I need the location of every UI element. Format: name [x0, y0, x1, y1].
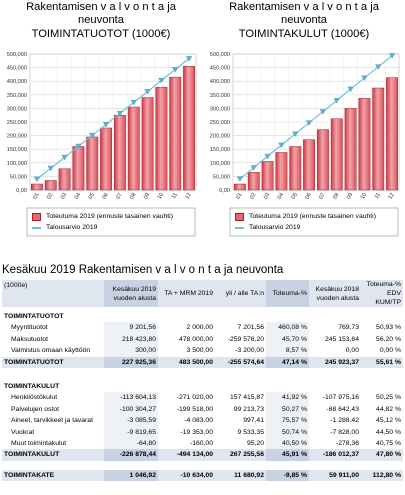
table-cell: [104, 307, 158, 322]
bar-10: [359, 98, 370, 190]
table-cell: 9 533,35: [237, 428, 264, 436]
chart-title-line-1: Rakentamisen v a l v o n t a ja: [229, 1, 379, 13]
chart-title: [203, 1, 405, 41]
bar-12: [386, 78, 397, 190]
table-row-spacer: [2, 368, 403, 377]
table-cell: 50,25 %: [376, 394, 401, 402]
table-cell: 41,92 %: [266, 392, 309, 403]
table-row-sub: [2, 415, 403, 426]
table-cell: 9 201,56: [104, 322, 158, 333]
bar-09: [142, 98, 153, 190]
x-tick-label: 02: [249, 192, 258, 201]
table-row-sub: [2, 322, 403, 333]
x-tick-label: 03: [263, 192, 272, 201]
chart-legend: [235, 211, 376, 233]
table-cell: -9 819,65: [104, 427, 158, 438]
table-row-sub: [2, 345, 403, 356]
x-tick-label: 12: [387, 192, 396, 201]
y-tick-label: 100,000: [6, 160, 27, 167]
table-cell: 227 925,36: [104, 357, 158, 368]
table-cell: [309, 368, 361, 377]
table-cell: 0,00 %: [379, 347, 401, 355]
row-label: TOIMINTAKULUT: [4, 383, 60, 391]
x-tick-label: 01: [32, 192, 41, 201]
bar-06: [100, 128, 111, 190]
table-cell: 45,70 %: [266, 334, 309, 345]
chart-title: [0, 1, 202, 41]
bar-05: [87, 137, 98, 190]
table-cell: -64,80: [104, 438, 158, 449]
table-cell: 1 046,92: [104, 470, 158, 481]
y-tick-label: 450,000: [6, 65, 27, 72]
bar-01: [234, 184, 245, 190]
table-cell: -186 012,37: [309, 449, 361, 460]
table-cell: [215, 377, 266, 392]
table-cell: -1 288,42: [330, 417, 359, 425]
table-cell: 50,93 %: [376, 324, 401, 332]
table-cell: -100 304,27: [104, 404, 158, 415]
table-row-sub: [2, 392, 403, 403]
table-cell: 44,50 %: [376, 428, 401, 436]
legend-swatch-line: [235, 227, 244, 229]
bar-02: [248, 172, 259, 190]
table-cell: -259 576,20: [227, 335, 264, 343]
row-label: Vuokrat: [11, 428, 35, 436]
table-cell: 300,00: [104, 345, 158, 356]
chart-title-line-3: TOIMINTAKULUT (1000€): [238, 27, 370, 40]
table-cell: 45,12 %: [376, 417, 401, 425]
legend-label: Toteutuma 2019 (ennuste tasainen vauhti): [46, 213, 173, 220]
bar-11: [373, 88, 384, 190]
column-header: Kesäkuu 2018 vuoden alusta: [309, 280, 361, 307]
x-tick-label: 10: [156, 192, 166, 201]
table-cell: -3 085,59: [104, 415, 158, 426]
bar-09: [345, 108, 356, 190]
y-tick-label: 350,000: [209, 92, 230, 99]
table-cell: 56,20 %: [376, 335, 401, 343]
y-tick-label: 350,000: [6, 92, 27, 99]
table-cell: [361, 377, 403, 392]
table-cell: 0,00: [345, 347, 359, 355]
table-row-sub: [2, 404, 403, 415]
x-tick-label: 05: [87, 192, 96, 201]
table-cell: -9,85 %: [266, 470, 309, 481]
bar-05: [290, 146, 301, 190]
table-cell: 112,80 %: [361, 470, 403, 481]
table-cell: 245 923,37: [309, 357, 361, 368]
y-tick-label: 200,000: [209, 133, 230, 140]
table-cell: 245 153,64: [324, 335, 359, 343]
bar-08: [331, 119, 342, 190]
table-cell: [309, 377, 361, 392]
table-cell: 769,73: [338, 324, 359, 332]
bar-03: [59, 169, 70, 190]
row-label: Myyntituotot: [11, 324, 48, 332]
table-row-total: [2, 357, 403, 368]
legend-item-talousarvio: [32, 222, 173, 233]
table-row-section: [2, 377, 403, 392]
table-cell: 55,61 %: [361, 357, 403, 368]
table-cell: 47,80 %: [361, 449, 403, 460]
table-cell: 44,82 %: [376, 405, 401, 413]
x-tick-label: 08: [332, 192, 341, 201]
x-tick-label: 04: [276, 192, 286, 201]
row-label: Palvelujen ostot: [11, 405, 59, 413]
legend-item-toteutuma: [32, 211, 173, 222]
table-cell: 7 201,56: [237, 324, 264, 332]
bar-11: [170, 77, 181, 190]
table-cell: 483 500,00: [158, 357, 215, 368]
table-cell: -10 634,00: [158, 470, 215, 481]
table-row-total: [2, 470, 403, 481]
report-table-wrapper: [2, 280, 403, 481]
row-label: TOIMINTAKATE: [2, 470, 104, 481]
y-tick-label: 250,000: [209, 120, 230, 126]
legend-swatch-bar: [32, 213, 41, 221]
y-tick-label: 400,000: [6, 79, 27, 86]
row-label: Henkilöstökulut: [11, 394, 58, 402]
table-cell: -107 975,16: [322, 394, 359, 402]
column-header: yli / alle TA:n: [215, 280, 266, 307]
table-cell: [266, 368, 309, 377]
bar-01: [31, 184, 42, 190]
table-cell: 75,57 %: [266, 415, 309, 426]
column-header: Kesäkuu 2019 vuoden alusta: [104, 280, 158, 307]
table-cell: [158, 461, 215, 470]
table-cell: [361, 368, 403, 377]
table-cell: [361, 307, 403, 322]
bar-02: [45, 180, 56, 190]
x-tick-label: 02: [46, 192, 55, 201]
x-tick-label: 10: [359, 192, 369, 201]
y-tick-label: 50,000: [9, 174, 27, 181]
table-row-sub: [2, 334, 403, 345]
table-cell: [266, 307, 309, 322]
table-cell: -68 642,43: [326, 405, 359, 413]
table-cell: 40,75 %: [376, 440, 401, 448]
x-tick-label: 01: [235, 192, 244, 201]
table-cell: 157 415,87: [229, 394, 264, 402]
legend-item-talousarvio: [235, 222, 376, 233]
column-header: (1000e): [2, 280, 104, 307]
table-cell: -278,36: [335, 440, 359, 448]
chart-title-line-3: TOIMINTATUOTOT (1000€): [31, 27, 171, 40]
row-label: [2, 368, 104, 377]
table-cell: -3 200,00: [235, 347, 264, 355]
table-cell: -494 134,00: [158, 449, 215, 460]
table-cell: [104, 461, 158, 470]
table-cell: [215, 368, 266, 377]
table-cell: [104, 368, 158, 377]
table-cell: 478 000,00: [178, 335, 213, 343]
x-tick-label: 06: [101, 192, 110, 201]
chart-title-line-2: neuvonta: [280, 14, 328, 27]
table-cell: [104, 377, 158, 392]
table-cell: 95,20: [246, 440, 264, 448]
table-cell: [266, 377, 309, 392]
column-header: TA + MRM 2019: [158, 280, 215, 307]
column-header: Toteuma-% EDV KUM/TP: [361, 280, 403, 307]
table-cell: [158, 307, 215, 322]
bar-08: [128, 107, 139, 190]
table-cell: 47,14 %: [266, 357, 309, 368]
table-cell: 2 000,00: [186, 324, 213, 332]
bar-12: [183, 66, 194, 190]
y-tick-label: 450,000: [209, 65, 230, 72]
x-tick-label: 09: [346, 192, 355, 201]
table-cell: [158, 377, 215, 392]
y-tick-label: 300,000: [6, 106, 27, 113]
row-label: TOIMINTAKULUT: [2, 449, 104, 460]
bar-04: [73, 146, 84, 190]
x-tick-label: 07: [318, 192, 327, 201]
x-tick-label: 05: [290, 192, 299, 201]
column-header: Toteuma-%: [266, 280, 309, 307]
y-tick-label: 150,000: [209, 147, 230, 154]
bar-03: [262, 161, 273, 190]
chart-panel-tuotot: [0, 0, 202, 250]
chart-legend: [32, 211, 173, 233]
y-tick-label: 300,000: [209, 106, 230, 113]
table-cell: [309, 307, 361, 322]
x-tick-label: 12: [184, 192, 193, 201]
table-cell: [215, 307, 266, 322]
report-body: [2, 280, 403, 481]
y-tick-label: 50,000: [212, 174, 230, 181]
x-tick-label: 04: [73, 192, 83, 201]
y-tick-label: 200,000: [6, 133, 27, 140]
bar-06: [303, 140, 314, 190]
y-tick-label: 500,000: [6, 52, 27, 58]
chart-title-line-2: neuvonta: [77, 14, 125, 27]
x-tick-label: 11: [373, 192, 382, 201]
table-cell: 8,57 %: [266, 345, 309, 356]
table-cell: [215, 461, 266, 470]
table-cell: -226 878,44: [104, 449, 158, 460]
table-cell: 218 423,80: [104, 334, 158, 345]
table-cell: -113 604,13: [104, 392, 158, 403]
table-cell: 99 213,73: [233, 405, 264, 413]
chart-title-line-1: Rakentamisen v a l v o n t a ja: [26, 1, 176, 13]
row-label: Maksutuotot: [11, 335, 49, 343]
table-row-section: [2, 307, 403, 322]
y-tick-label: 0,00: [219, 188, 230, 194]
table-cell: 3 500,00: [186, 347, 213, 355]
table-cell: [266, 461, 309, 470]
table-cell: -7 828,00: [330, 428, 359, 436]
x-tick-label: 06: [304, 192, 313, 201]
report-table: [2, 280, 403, 481]
table-cell: -4 083,00: [184, 417, 213, 425]
table-cell: 50,74 %: [266, 427, 309, 438]
table-cell: -19 353,00: [180, 428, 213, 436]
table-row-total: [2, 449, 403, 460]
y-tick-label: 100,000: [209, 160, 230, 167]
x-tick-label: 03: [60, 192, 69, 201]
table-cell: 460,08 %: [266, 322, 309, 333]
table-cell: [309, 461, 361, 470]
table-cell: -255 574,64: [215, 357, 266, 368]
row-label: TOIMINTATUOTOT: [4, 313, 64, 320]
bar-07: [317, 130, 328, 190]
row-label: Muut toimintakulut: [11, 440, 67, 448]
table-cell: -199 518,00: [176, 405, 213, 413]
bar-07: [114, 115, 125, 190]
legend-item-toteutuma: [235, 211, 376, 222]
table-header-row: [2, 280, 403, 307]
legend-label: Toteutuma 2019 (ennuste tasainen vauhti): [249, 213, 376, 220]
y-tick-label: 150,000: [6, 147, 27, 154]
table-cell: 50,27 %: [266, 404, 309, 415]
bar-04: [276, 152, 287, 190]
y-tick-label: 400,000: [209, 79, 230, 86]
x-tick-label: 07: [115, 192, 124, 201]
table-row-spacer: [2, 461, 403, 470]
table-cell: [361, 461, 403, 470]
y-tick-label: 500,000: [209, 52, 230, 58]
y-tick-label: 250,000: [6, 120, 27, 126]
table-cell: [158, 368, 215, 377]
row-label: TOIMINTATUOTOT: [2, 357, 104, 368]
x-tick-label: 08: [129, 192, 138, 201]
table-row-sub: [2, 438, 403, 449]
x-tick-label: 09: [143, 192, 152, 201]
report-title: Kesäkuu 2019 Rakentamisen v a l v o n t a ja neuvonta: [2, 264, 284, 276]
table-cell: 997,41: [243, 417, 264, 425]
x-tick-label: 11: [170, 192, 179, 201]
table-cell: 40,50 %: [266, 438, 309, 449]
y-tick-label: 0,00: [16, 188, 27, 194]
table-cell: 45,91 %: [266, 449, 309, 460]
legend-swatch-line: [32, 227, 41, 229]
row-label: [2, 461, 104, 470]
table-cell: 11 680,92: [215, 470, 266, 481]
legend-label: Talousarvio 2019: [249, 224, 301, 231]
chart-panel-kulut: [203, 0, 405, 250]
row-label: Aineet, tarvikkeet ja tavarat: [11, 417, 93, 425]
legend-swatch-bar: [235, 213, 244, 221]
table-cell: 59 911,00: [309, 470, 361, 481]
table-row-sub: [2, 427, 403, 438]
bar-10: [156, 87, 167, 190]
legend-label: Talousarvio 2019: [46, 224, 98, 231]
table-cell: -271 020,00: [176, 394, 213, 402]
table-cell: 267 255,56: [215, 449, 266, 460]
row-label: Valmistus omaan käyttöön: [11, 347, 91, 355]
table-cell: -160,00: [189, 440, 213, 448]
